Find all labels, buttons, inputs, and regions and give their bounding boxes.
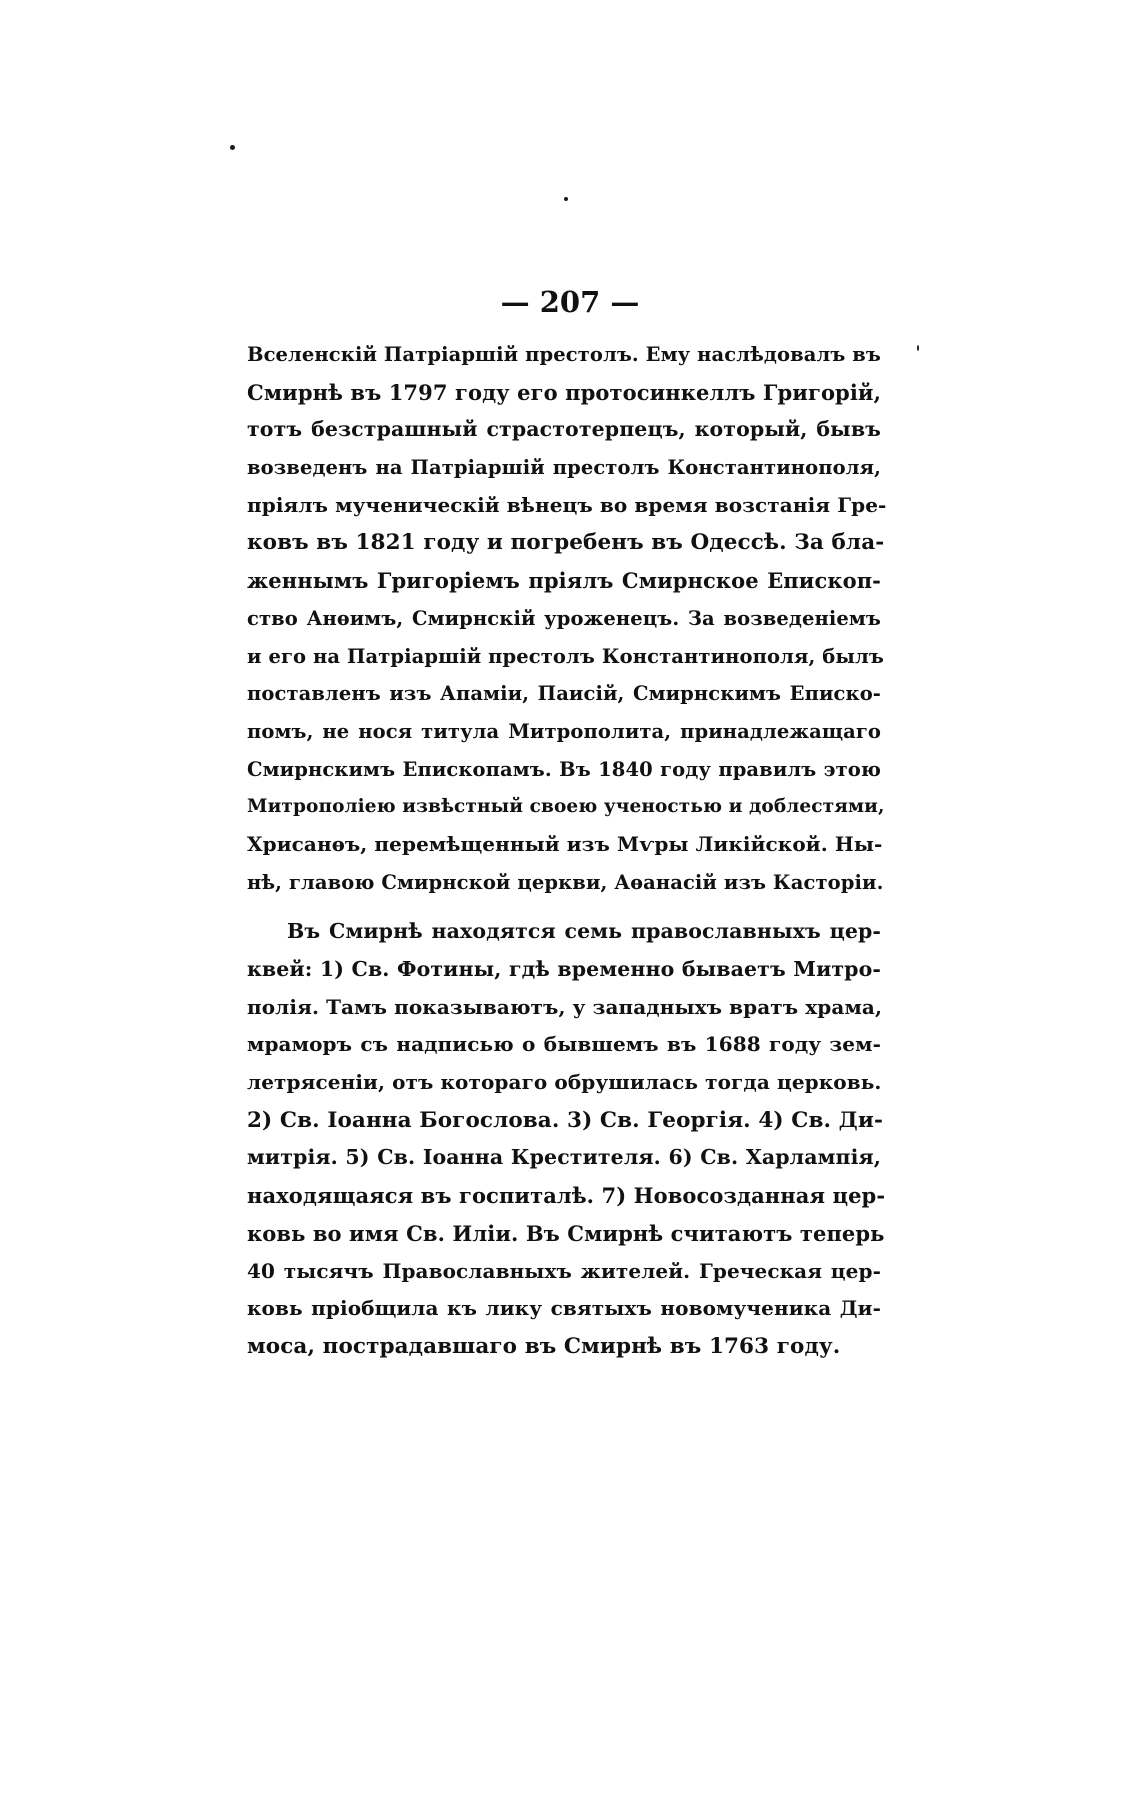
text-line: летрясеніи, отъ котораго обрушилась тогда церковь.: [247, 1070, 882, 1095]
text-line: мраморъ съ надписью о бывшемъ въ 1688 году зем-: [247, 1032, 881, 1057]
text-line: ковь пріобщила къ лику святыхъ новомученика Ди-: [247, 1296, 881, 1321]
print-speck: [230, 145, 235, 150]
body-text: [247, 336, 887, 1366]
text-line: Смирнѣ въ 1797 году его протосинкеллъ Григорій,: [247, 379, 881, 405]
text-line: Хрисанѳъ, перемѣщенный изъ Мѵры Ликійской. Ны-: [247, 831, 883, 856]
text-line: ство Анѳимъ, Смирнскій уроженецъ. За возведеніемъ: [247, 606, 881, 630]
text-line: Смирнскимъ Епископамъ. Въ 1840 году правилъ этою: [247, 757, 881, 781]
text-line: Вселенскій Патріаршій престолъ. Ему наслѣдовалъ въ: [247, 343, 881, 366]
text-line: 2) Св. Іоанна Богослова. 3) Св. Георгія. 4) Св. Ди-: [247, 1107, 883, 1133]
text-line: женнымъ Григоріемъ пріялъ Смирнское Епископ-: [247, 568, 881, 594]
print-speck: [917, 345, 919, 351]
text-line: тотъ безстрашный страстотерпецъ, который, бывъ: [247, 417, 881, 442]
print-speck: [564, 197, 568, 201]
text-line: находящаяся въ госпиталѣ. 7) Новосозданная цер-: [247, 1183, 886, 1209]
text-line: 40 тысячъ Православныхъ жителей. Греческая цер-: [247, 1258, 881, 1283]
text-line: ковь во имя Св. Иліи. Въ Смирнѣ считаютъ теперь: [247, 1220, 885, 1246]
paragraph: [247, 336, 887, 901]
text-line: нѣ, главою Смирнской церкви, Аѳанасій изъ Касторіи.: [247, 870, 884, 894]
paragraph-gap: [247, 901, 881, 913]
page-number-header: — 207 —: [500, 285, 640, 319]
text-line: митрія. 5) Св. Іоанна Крестителя. 6) Св. Харлампія,: [247, 1145, 881, 1170]
text-line: помъ, не нося титула Митрополита, принадлежащаго: [247, 719, 881, 743]
text-line: пріялъ мученическій вѣнецъ во время возстанія Гре-: [247, 492, 887, 517]
text-line: полія. Тамъ показываютъ, у западныхъ вратъ храма,: [247, 994, 883, 1019]
text-line: квей: 1) Св. Фотины, гдѣ временно бываетъ Митро-: [247, 957, 881, 981]
text-line: моса, пострадавшаго въ Смирнѣ въ 1763 году.: [247, 1333, 841, 1359]
paragraph: [247, 913, 886, 1365]
text-line: Въ Смирнѣ находятся семь православныхъ цер-: [287, 919, 881, 944]
text-line: Митрополіею извѣстный своею ученостью и доблестями,: [247, 796, 885, 818]
text-line: и его на Патріаршій престолъ Константинополя, былъ: [247, 644, 884, 668]
text-line: возведенъ на Патріаршій престолъ Константинополя,: [247, 456, 881, 480]
text-line: поставленъ изъ Апаміи, Паисій, Смирнскимъ Еписко-: [247, 682, 881, 706]
text-line: ковъ въ 1821 году и погребенъ въ Одессѣ. За бла-: [247, 530, 885, 556]
